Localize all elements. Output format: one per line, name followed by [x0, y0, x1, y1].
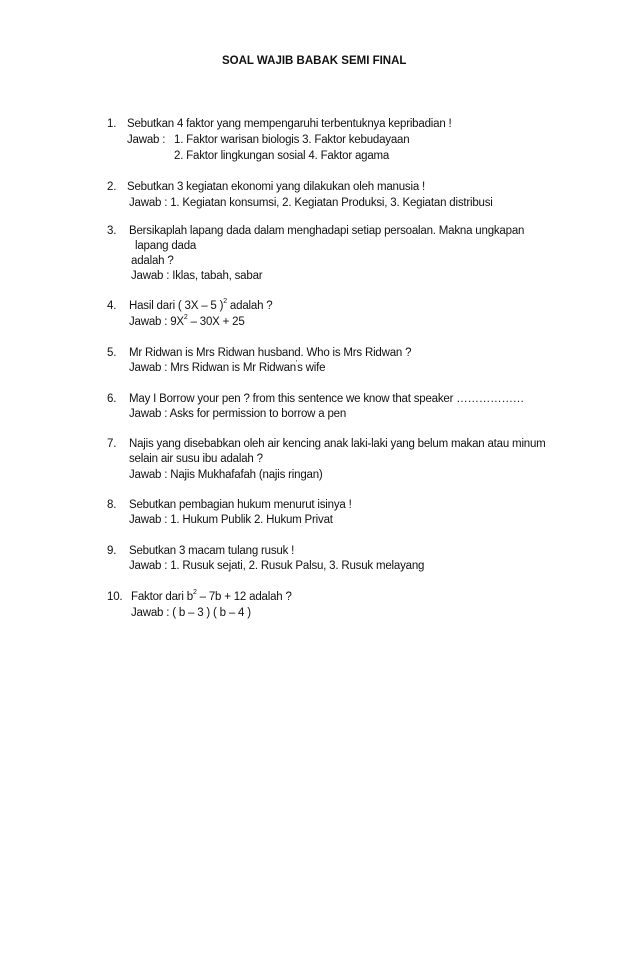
answer-text: Jawab : 1. Hukum Publik 2. Hukum Privat — [129, 514, 333, 526]
answer-text — [129, 361, 325, 375]
answer-text: 2. Faktor lingkungan sosial 4. Faktor agama — [174, 150, 390, 162]
answer-text: Jawab : 1. Rusuk sejati, 2. Rusuk Palsu, 3. Rusuk melayang — [129, 560, 425, 572]
question-text: selain air susu ibu adalah ? — [129, 453, 263, 465]
document-title: SOAL WAJIB BABAK SEMI FINAL — [222, 55, 407, 67]
answer-text: Jawab : Iklas, tabah, sabar — [131, 270, 263, 282]
superscript: ' — [296, 360, 298, 368]
answer-text: Jawab : 1. Kegiatan konsumsi, 2. Kegiatan Produksi, 3. Kegiatan distribusi — [129, 197, 493, 209]
answer-text: Jawab : ( b – 3 ) ( b – 4 ) — [131, 607, 251, 619]
question-text-part: adalah ? — [226, 300, 273, 312]
question-text: adalah ? — [131, 255, 174, 267]
question-text: Najis yang disebabkan oleh air kencing anak laki-laki yang belum makan atau minum — [129, 438, 546, 450]
question-number: 6. — [107, 393, 117, 405]
answer-text: Jawab : Asks for permission to borrow a pen — [129, 408, 347, 420]
answer-text: Jawab : Najis Mukhafafah (najis ringan) — [129, 469, 323, 481]
answer-prefix: Jawab : — [127, 134, 166, 146]
superscript: 2 — [223, 298, 227, 306]
answer-text-part: s wife — [297, 362, 326, 374]
question-text: lapang dada — [135, 240, 197, 252]
answer-text-part: Jawab : 9X — [129, 316, 184, 328]
superscript: 2 — [183, 314, 188, 322]
answer-text: 1. Faktor warisan biologis 3. Faktor kebudayaan — [174, 134, 410, 146]
question-number: 7. — [107, 438, 117, 450]
superscript: 2 — [192, 589, 197, 597]
question-number: 9. — [107, 545, 117, 557]
question-number: 3. — [107, 225, 117, 237]
question-text: May I Borrow your pen ? from this sentence we know that speaker ……………… — [129, 393, 525, 405]
question-number: 2. — [107, 181, 117, 193]
question-text — [129, 299, 272, 313]
question-text: Bersikaplah lapang dada dalam menghadapi setiap persoalan. Makna ungkapan — [129, 225, 525, 237]
question-number: 10. — [107, 591, 123, 603]
answer-text — [129, 315, 245, 329]
question-text-part: Hasil dari ( 3X – 5 ) — [129, 300, 224, 312]
question-text-part: Faktor dari b — [131, 591, 193, 603]
question-number: 1. — [107, 118, 117, 130]
question-text-part: – 7b + 12 adalah ? — [196, 591, 292, 603]
question-number: 5. — [107, 347, 117, 359]
question-text — [131, 590, 292, 604]
question-text: Sebutkan 3 macam tulang rusuk ! — [129, 545, 295, 557]
question-number: 8. — [107, 499, 117, 511]
question-text: Mr Ridwan is Mrs Ridwan husband. Who is Mrs Ridwan ? — [129, 347, 412, 359]
question-text: Sebutkan pembagian hukum menurut isinya ! — [129, 499, 352, 511]
answer-text-part: Jawab : Mrs Ridwan is Mr Ridwan — [129, 362, 296, 374]
question-text: Sebutkan 3 kegiatan ekonomi yang dilakukan oleh manusia ! — [127, 181, 426, 193]
question-text: Sebutkan 4 faktor yang mempengaruhi terbentuknya kepribadian ! — [127, 118, 452, 130]
question-number: 4. — [107, 300, 117, 312]
answer-text-part: – 30X + 25 — [187, 316, 245, 328]
